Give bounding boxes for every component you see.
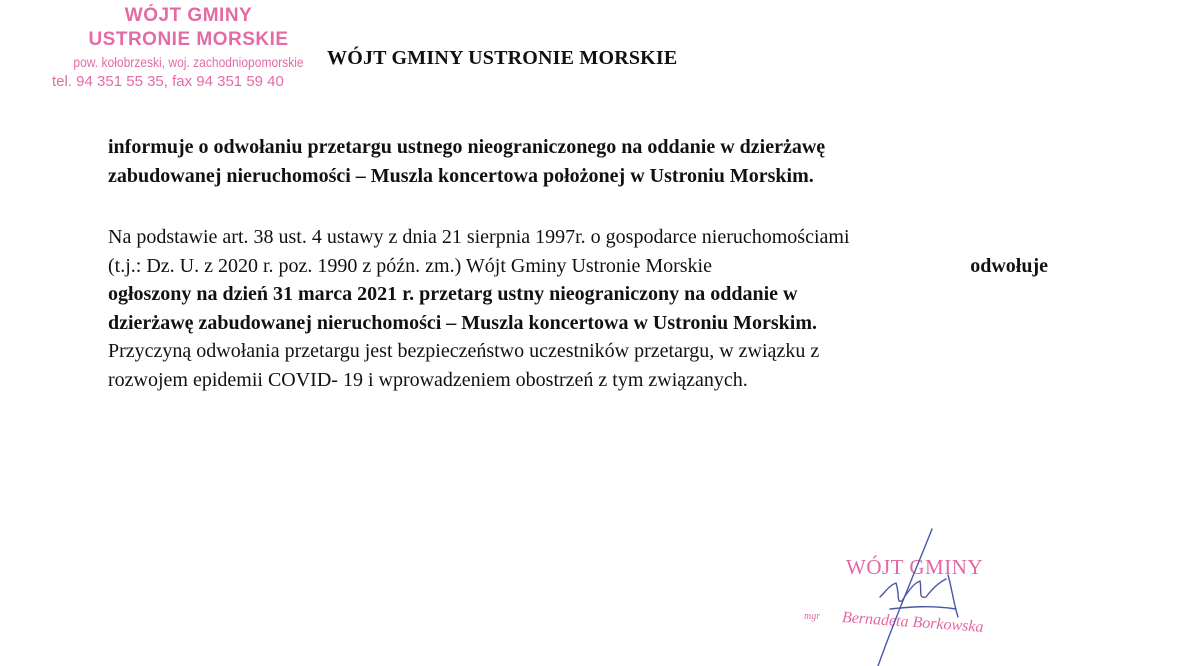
paragraph-text: rozwojem epidemii COVID- 19 i wprowadzeniem obostrzeń z tym związanych.: [108, 368, 748, 391]
signature-stamp-name: Bernadeta Borkowska: [841, 609, 985, 636]
subject-line: zabudowanej nieruchomości – Muszla koncertowa położonej w Ustroniu Morskim.: [108, 165, 814, 187]
stamp-region: pow. kołobrzeski, woj. zachodniopomorskie: [73, 54, 304, 70]
subject-line: informuje o odwołaniu przetargu ustnego nieograniczonego na oddanie w dzierżawę: [108, 136, 826, 158]
paragraph-text: Na podstawie art. 38 ust. 4 ustawy z dnia 21 sierpnia 1997r. o gospodarce nieruchomościami: [108, 226, 850, 248]
paragraph-line: [108, 366, 1048, 395]
paragraph-text-bold: dzierżawę zabudowanej nieruchomości – Muszla koncertowa w Ustroniu Morskim.: [108, 311, 818, 334]
document-header: WÓJT GMINY USTRONIE MORSKIE: [327, 47, 678, 69]
paragraph-line: [108, 337, 1048, 366]
paragraph-text: (t.j.: Dz. U. z 2020 r. poz. 1990 z późn. zm.) Wójt Gminy Ustronie Morskie: [108, 254, 712, 277]
office-stamp: [46, 4, 331, 92]
paragraph-line: [108, 309, 1048, 338]
paragraph-text-bold: ogłoszony na dzień 31 marca 2021 r. przetarg ustny nieograniczony na oddanie w: [108, 283, 798, 305]
paragraph-line: [108, 280, 1048, 309]
handwritten-signature: [790, 525, 1070, 666]
signature-stamp-prefix: mgr: [804, 611, 821, 622]
stamp-office-name: WÓJT GMINY: [124, 5, 253, 26]
paragraph-text-bold: odwołuje: [970, 254, 1048, 277]
signature-block: [790, 525, 1070, 666]
stamp-municipality: USTRONIE MORSKIE: [88, 29, 289, 50]
stamp-contact: tel. 94 351 55 35, fax 94 351 59 40: [52, 73, 284, 90]
paragraph-text: Przyczyną odwołania przetargu jest bezpieczeństwo uczestników przetargu, w związku z: [108, 340, 820, 362]
signature-stamp-title: WÓJT GMINY: [846, 555, 984, 579]
announcement-paragraph: [108, 223, 1048, 394]
paragraph-line: [108, 223, 1048, 252]
paragraph-line: [108, 252, 1048, 281]
document-subject: [108, 133, 1048, 191]
